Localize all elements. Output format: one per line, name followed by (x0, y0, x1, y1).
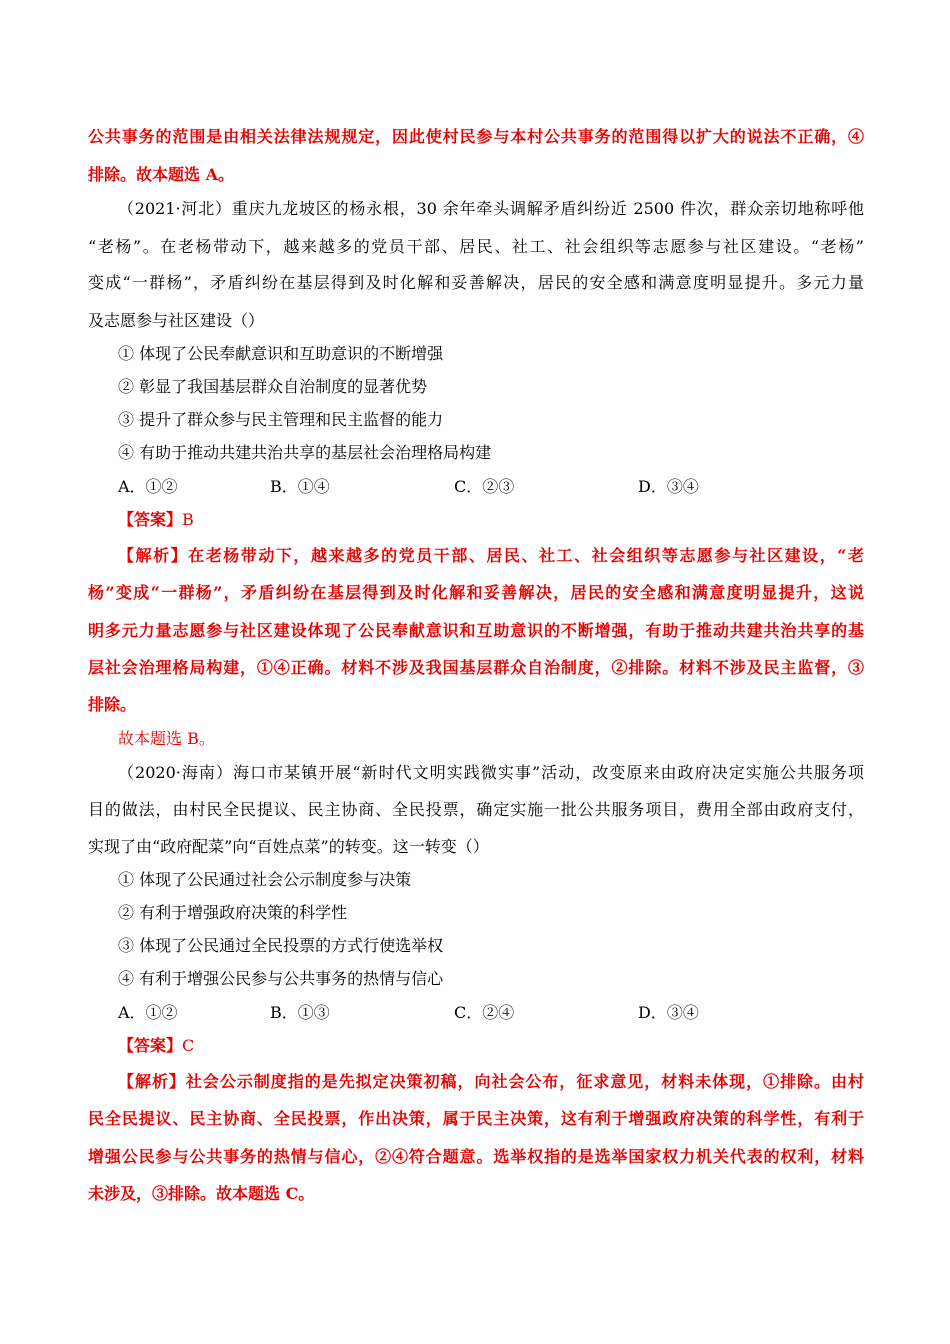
answer-value: B (182, 510, 194, 529)
q1-analysis-line: 杨”变成“一群杨”，矛盾纠纷在基层得到及时化解和妥善解决，居民的安全感和满意度明显提升，这说 (88, 583, 864, 602)
q2-analysis-line: 民全民提议、民主协商、全民投票，作出决策，属于民主决策，这有利于增强政府决策的科学性，有利于 (88, 1109, 864, 1128)
intro-line: 排除。故本题选 A。 (88, 165, 234, 184)
q2-item: ③ 体现了公民通过全民投票的方式行使选举权 (118, 936, 444, 955)
q1-conclusion: 故本题选 B。 (118, 729, 215, 748)
answer-tag: 【答案】 (118, 1036, 183, 1055)
q1-options (118, 476, 818, 498)
q1-stem-line: （2021·河北）重庆九龙坡区的杨永根，30 余年牵头调解矛盾纠纷近 2500 件次，群众亲切地称呼他 (118, 199, 864, 218)
q1-analysis-line: 排除。 (88, 695, 137, 714)
q1-analysis-line: 【解析】在老杨带动下，越来越多的党员干部、居民、社工、社会组织等志愿参与社区建设，“老 (118, 546, 864, 565)
q2-analysis-line: 增强公民参与公共事务的热情与信心，②④符合题意。选举权指的是选举国家权力机关代表的权利，材料 (88, 1147, 864, 1166)
option-a: A．①② (118, 1003, 178, 1022)
q2-options (118, 1002, 818, 1024)
q1-stem-line: “老杨”。在老杨带动下，越来越多的党员干部、居民、社工、社会组织等志愿参与社区建设。“老杨” (88, 237, 864, 256)
q2-stem-line: （2020·海南）海口市某镇开展“新时代文明实践微实事”活动，改变原来由政府决定实施公共服务项 (118, 763, 864, 782)
q1-stem-line: 变成“一群杨”，矛盾纠纷在基层得到及时化解和妥善解决，居民的安全感和满意度明显提升。多元力量 (88, 273, 864, 292)
q1-item: ③ 提升了群众参与民主管理和民主监督的能力 (118, 410, 444, 429)
intro-line: 公共事务的范围是由相关法律法规规定，因此使村民参与本村公共事务的范围得以扩大的说法不正确，④ (88, 127, 864, 146)
q1-stem-line: 及志愿参与社区建设（） (88, 311, 265, 330)
q2-stem-line: 实现了由“政府配菜”向“百姓点菜”的转变。这一转变（） (88, 837, 489, 856)
q1-item: ② 彰显了我国基层群众自治制度的显著优势 (118, 377, 428, 396)
option-d: D．③④ (638, 477, 699, 496)
q2-item: ④ 有利于增强公民参与公共事务的热情与信心 (118, 969, 444, 988)
q2-stem-line: 目的做法，由村民全民提议、民主协商、全民投票，确定实施一批公共服务项目，费用全部由政府支付， (88, 800, 864, 819)
answer-tag: 【答案】 (118, 510, 183, 529)
option-c: C．②④ (454, 1003, 515, 1022)
option-c: C．②③ (454, 477, 515, 496)
q2-item: ② 有利于增强政府决策的科学性 (118, 903, 348, 922)
q1-answer (118, 509, 194, 531)
q1-analysis-line: 层社会治理格局构建，①④正确。材料不涉及我国基层群众自治制度，②排除。材料不涉及民主监督，③ (88, 658, 864, 677)
q1-item: ④ 有助于推动共建共治共享的基层社会治理格局构建 (118, 443, 492, 462)
answer-value: C (182, 1036, 195, 1055)
q2-analysis-line: 未涉及，③排除。故本题选 C。 (88, 1184, 315, 1203)
q2-answer (118, 1035, 194, 1057)
q2-analysis-line: 【解析】社会公示制度指的是先拟定决策初稿，向社会公布，征求意见，材料未体现，①排除。由村 (118, 1072, 864, 1091)
option-d: D．③④ (638, 1003, 699, 1022)
option-b: B．①④ (270, 477, 330, 496)
option-a: A．①② (118, 477, 178, 496)
option-b: B．①③ (270, 1003, 330, 1022)
q2-item: ① 体现了公民通过社会公示制度参与决策 (118, 870, 412, 889)
q1-analysis-line: 明多元力量志愿参与社区建设体现了公民奉献意识和互助意识的不断增强，有助于推动共建共治共享的基 (88, 621, 864, 640)
q1-item: ① 体现了公民奉献意识和互助意识的不断增强 (118, 344, 444, 363)
